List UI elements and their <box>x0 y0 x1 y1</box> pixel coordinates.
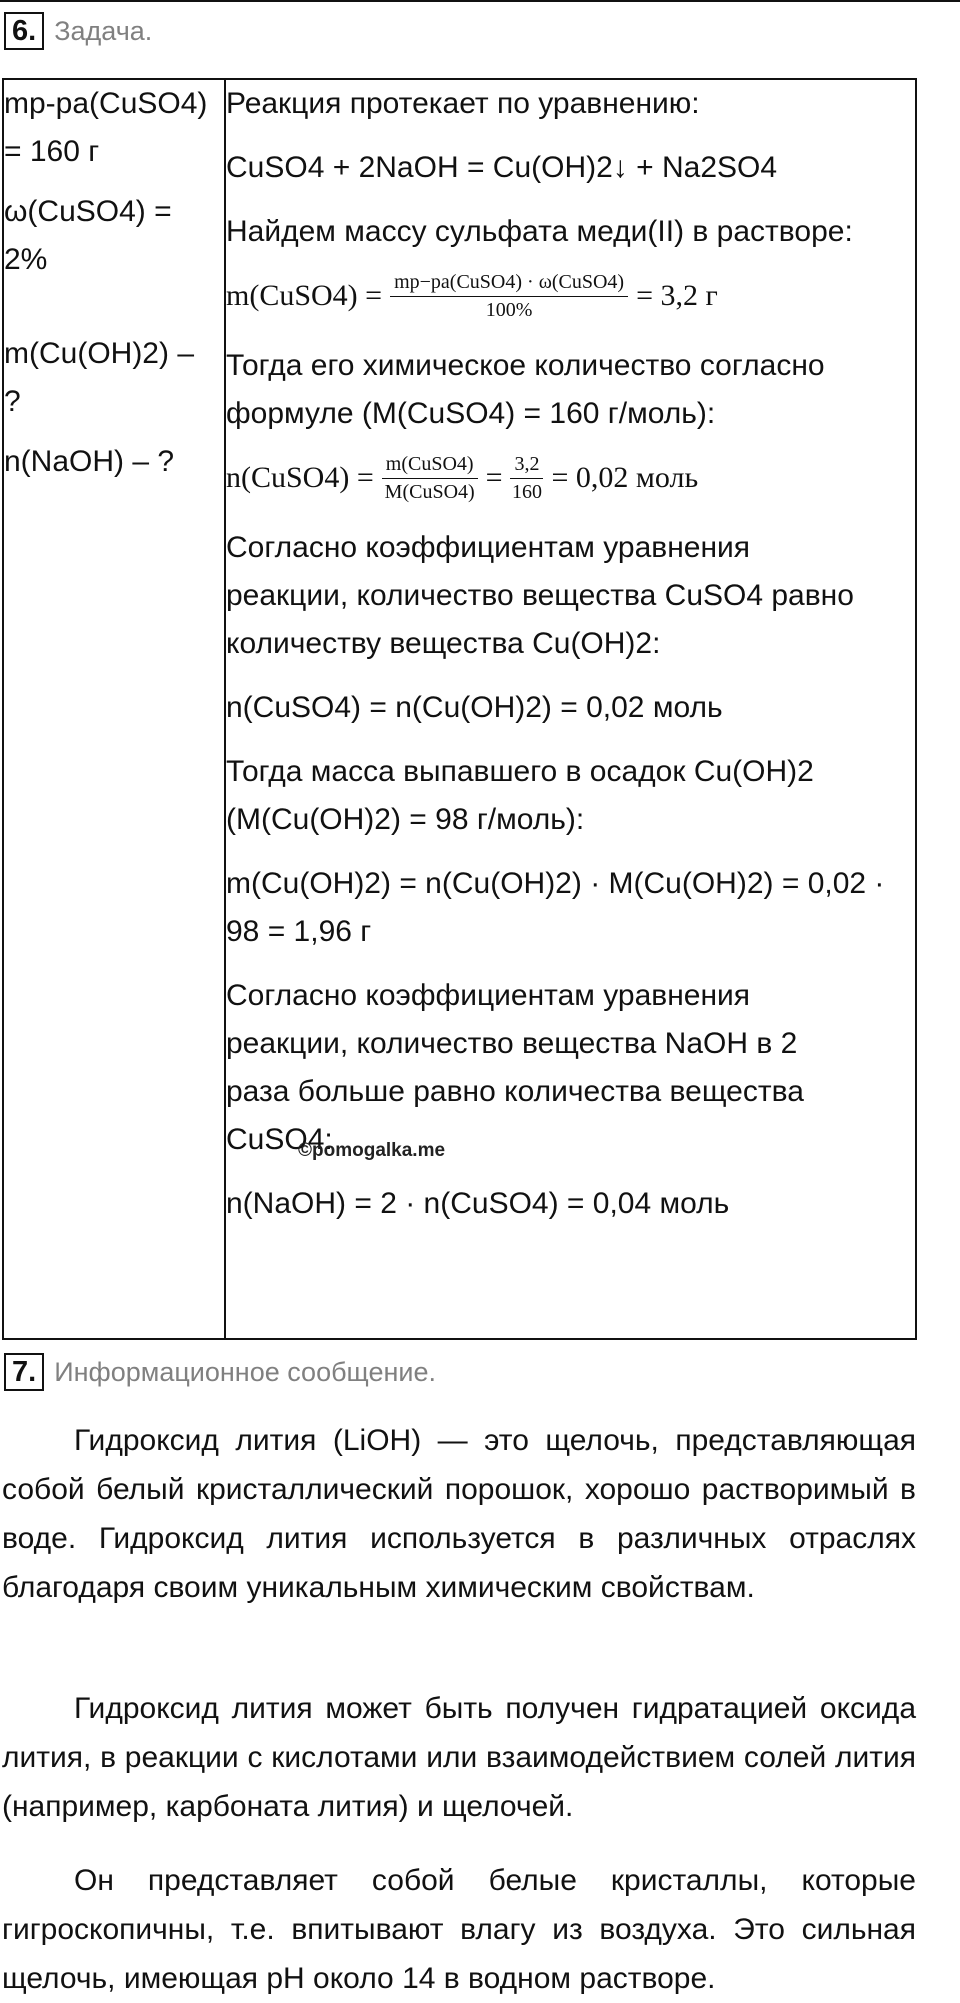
find-mass-cuoh2: m(Cu(OH)2) – <box>4 337 195 370</box>
task-6-header <box>4 12 152 50</box>
formula-amount <box>226 442 915 514</box>
coeff-text-1: Согласно коэффициентам уравнения <box>226 531 751 564</box>
precipitate-text-2: (M(Cu(OH)2) = 98 г/моль): <box>226 803 585 836</box>
amount-text-1: Тогда его химическое количество согласно <box>226 349 825 382</box>
formula-mass <box>226 260 915 332</box>
given-mass-value: = 160 г <box>4 135 100 168</box>
amount-text-2: формуле (M(CuSO4) = 160 г/моль): <box>226 397 716 430</box>
formula-mass-denominator: 100% <box>485 298 533 321</box>
watermark: ©pomogalka.me <box>298 1140 446 1161</box>
given-mass-fraction: ω(CuSO4) = <box>4 195 172 228</box>
formula-amount-fraction-2 <box>510 453 543 504</box>
naoh-text-4: CuSO4: <box>226 1123 333 1156</box>
formula-amount-fraction-1 <box>382 453 478 504</box>
task-6-table <box>2 78 917 1340</box>
formula-amount-denominator-2: 160 <box>511 480 542 503</box>
given-fraction-value: 2% <box>4 243 48 276</box>
formula-amount-result: = 0,02 моль <box>551 461 699 494</box>
find-mass-text: Найдем массу сульфата меди(II) в растворе: <box>226 215 853 248</box>
info-paragraph-1: Гидроксид лития (LiOH) — это щелочь, представляющая собой белый кристаллический порошок, хорошо растворимый в воде. Гидроксид лития используется в различных отраслях благодаря своим уникальным химическим свойствам. <box>2 1424 916 1604</box>
mass-calc-2: 98 = 1,96 г <box>226 915 372 948</box>
naoh-amount: n(NaOH) = 2 · n(CuSO4) = 0,04 моль <box>226 1187 730 1220</box>
find-amount-naoh: n(NaOH) – ? <box>4 445 175 478</box>
top-rule <box>0 0 960 2</box>
precipitate-text-1: Тогда масса выпавшего в осадок Cu(OH)2 <box>226 755 814 788</box>
formula-mass-result: = 3,2 г <box>636 279 718 312</box>
task-6-title: Задача. <box>54 15 153 46</box>
formula-mass-left: m(CuSO4) = <box>226 279 383 312</box>
task-7-title: Информационное сообщение. <box>54 1356 436 1387</box>
naoh-text-3: раза больше равно количества вещества <box>226 1075 804 1108</box>
task-6-number: 6. <box>4 12 44 50</box>
naoh-text-2: реакции, количество вещества NaOH в 2 <box>226 1027 798 1060</box>
mass-calc-1: m(Cu(OH)2) = n(Cu(OH)2) · M(Cu(OH)2) = 0,02 · <box>226 867 885 900</box>
coeff-text-2: реакции, количество вещества CuSO4 равно <box>226 579 854 612</box>
formula-amount-numerator-1: m(CuSO4) <box>382 453 478 479</box>
find-mass-question: ? <box>4 385 21 418</box>
task-7-number: 7. <box>4 1353 44 1391</box>
coeff-text-3: количеству вещества Cu(OH)2: <box>226 627 661 660</box>
formula-mass-fraction <box>390 271 628 322</box>
formula-mass-numerator: mр−ра(CuSO4) · ω(CuSO4) <box>390 271 628 297</box>
formula-amount-left: n(CuSO4) = <box>226 461 374 494</box>
reaction-equation: CuSO4 + 2NaOH = Cu(OH)2↓ + Na2SO4 <box>226 151 778 184</box>
given-column <box>3 79 225 1339</box>
info-paragraph-2: Гидроксид лития может быть получен гидратацией оксида лития, в реакции с кислотами или взаимодействием солей лития (например, карбоната лития) и щелочей. <box>2 1692 916 1823</box>
formula-amount-equals: = <box>485 461 503 494</box>
formula-amount-numerator-2: 3,2 <box>510 453 543 479</box>
formula-amount-denominator-1: M(CuSO4) <box>384 480 475 503</box>
task-7-header <box>4 1353 436 1391</box>
reaction-intro: Реакция протекает по уравнению: <box>226 87 700 120</box>
amount-equality: n(CuSO4) = n(Cu(OH)2) = 0,02 моль <box>226 691 723 724</box>
info-paragraph-3: Он представляет собой белые кристаллы, которые гигроскопичны, т.е. впитывают влагу из воздуха. Это сильная щелочь, имеющая pH около 14 в водном растворе. <box>2 1864 916 1995</box>
given-mass-solution: mр-ра(CuSO4) <box>4 87 208 120</box>
naoh-text-1: Согласно коэффициентам уравнения <box>226 979 751 1012</box>
